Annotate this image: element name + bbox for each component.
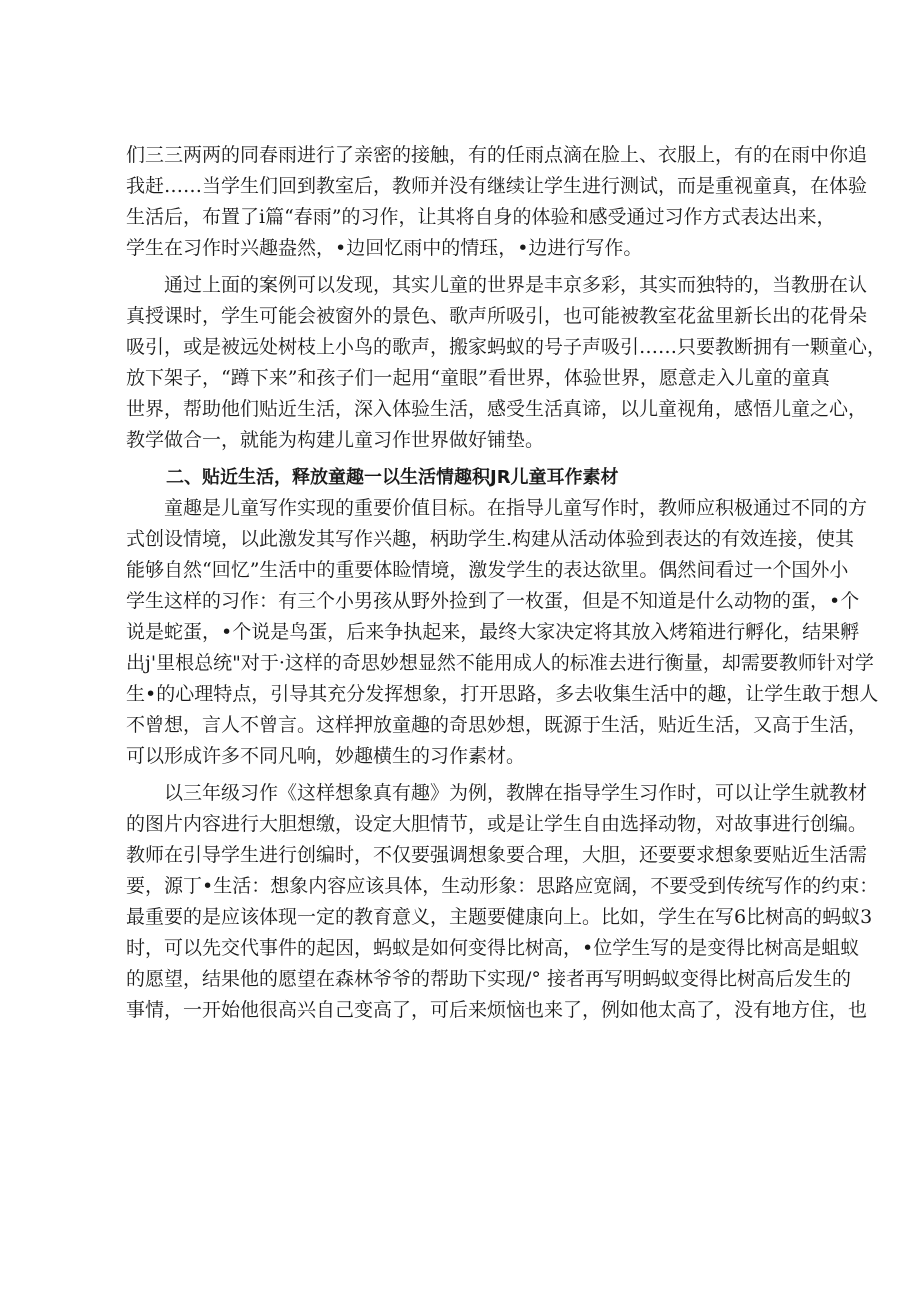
- text-line: 能够自然“回忆”生活中的重要体睑情境，激发学生的表达欲里。偶然间看过一个国外小: [126, 559, 849, 581]
- paragraph: [126, 493, 879, 772]
- text-line: 童趣是儿童写作实现的重要价值目标。在指导儿童写作时，教师应积极通过不同的方: [164, 497, 868, 519]
- text-line: 可以形成许多不同凡响，妙趣横生的习作素材。: [126, 745, 526, 767]
- text-line: 通过上面的案例可以发现，其实儿童的世界是丰京多彩，其实而独特的，当教册在认: [164, 274, 868, 296]
- text-line: 教师在引导学生进行创编时，不仅要强调想象要合理，大胆，还要要求想象要贴近生活需: [126, 844, 868, 866]
- text-line: 出j'里根总统"对于·这样的奇思妙想显然不能用成人的标准去进行衡量，却需要教师针对学: [126, 652, 874, 674]
- paragraph: [126, 140, 868, 264]
- section-heading: 二、贴近生活，释放童趣一以生活情趣积JR儿童耳作素材: [166, 467, 619, 488]
- text-line: 说是蛇蛋，•个说是鸟蛋，后来争执起来，最终大家决定将其放入烤箱进行孵化，结果孵: [126, 621, 860, 643]
- paragraph: [126, 778, 879, 1026]
- text-line: 我赶……当学生们回到教室后，教师并没有继续让学生进行测试，而是重视童真，在体验: [126, 175, 868, 197]
- text-line: 生活后，布置了i篇“春雨”的习作，让其将自身的体验和感受通过习作方式表达出来，: [126, 206, 836, 228]
- text-line: 的图片内容进行大胆想缴，设定大胆情节，或是让学生自由选择动物，对故事进行创编。: [126, 813, 868, 835]
- text-line: 们三三两两的同春雨进行了亲密的接触，有的任雨点滴在脸上、衣服上，有的在雨中你追: [126, 144, 868, 166]
- text-line: 世界，帮助他们贴近生活，深入体验生活，感受生活真谛，以儿童视角，感悟儿童之心，: [126, 398, 868, 420]
- text-line: 时，可以先交代事件的起因，蚂蚁是如何变得比树高，•位学生写的是变得比树高是蛆蚁: [126, 937, 860, 959]
- text-line: 学生这样的习作：有三个小男孩从野外捡到了一枚蛋，但是不知道是什么动物的蛋，•个: [126, 590, 860, 612]
- text-line: 要，源丁•生活：想象内容应该具体，生动形象：思路应宽阔，不要受到传统写作的约束：: [126, 875, 879, 897]
- text-line: 放下架子，“蹲下来”和孩子们一起用“童眼”看世界，体验世界，愿意走入儿童的童真: [126, 367, 830, 389]
- text-line: 最重要的是应该体现一定的教育意义，主题要健康向上。比如，学生在写6比树高的蚂蚁3: [126, 906, 873, 928]
- text-line: 的愿望，结果他的愿望在森林爷爷的帮助下实现/° 接者再写明蚂蚁变得比树高后发生的: [126, 968, 851, 990]
- paragraph: [126, 270, 887, 456]
- document-page: [126, 140, 887, 1026]
- text-line: 以三年级习作《这样想象真有趣》为例，教牌在指导学生习作时，可以让学生就教材: [164, 782, 868, 804]
- text-line: 事情，一开始他很高兴自己变高了，可后来烦恼也来了，例如他太高了，没有地方住，也: [126, 999, 868, 1021]
- text-line: 真授课时，学生可能会被窗外的景色、歌声所吸引，也可能被教室花盆里新长出的花骨朵: [126, 305, 868, 327]
- text-line: 式创设情境，以此激发其写作兴趣，柄助学生.构建从活动体验到表达的有效连接，使其: [126, 528, 855, 550]
- text-line: 生•的心理特点，引导其充分发挥想象，打开思路，多去收集生活中的趣，让学生敢于想人: [126, 683, 879, 705]
- text-line: 教学做合一，就能为构建儿童习作世界做好铺垫。: [126, 429, 545, 451]
- text-line: 不曾想，言人不曾言。这样押放童趣的奇思妙想，既源于生活，贴近生活，又高于生活，: [126, 714, 868, 736]
- text-line: 学生在习作时兴趣盎然，•边回忆雨中的情珏，•边进行写作。: [126, 237, 643, 259]
- text-line: 吸引，或是被远处树枝上小鸟的歌声，搬家蚂蚁的号子声吸引……只要教断拥有一颗童心，: [126, 336, 887, 358]
